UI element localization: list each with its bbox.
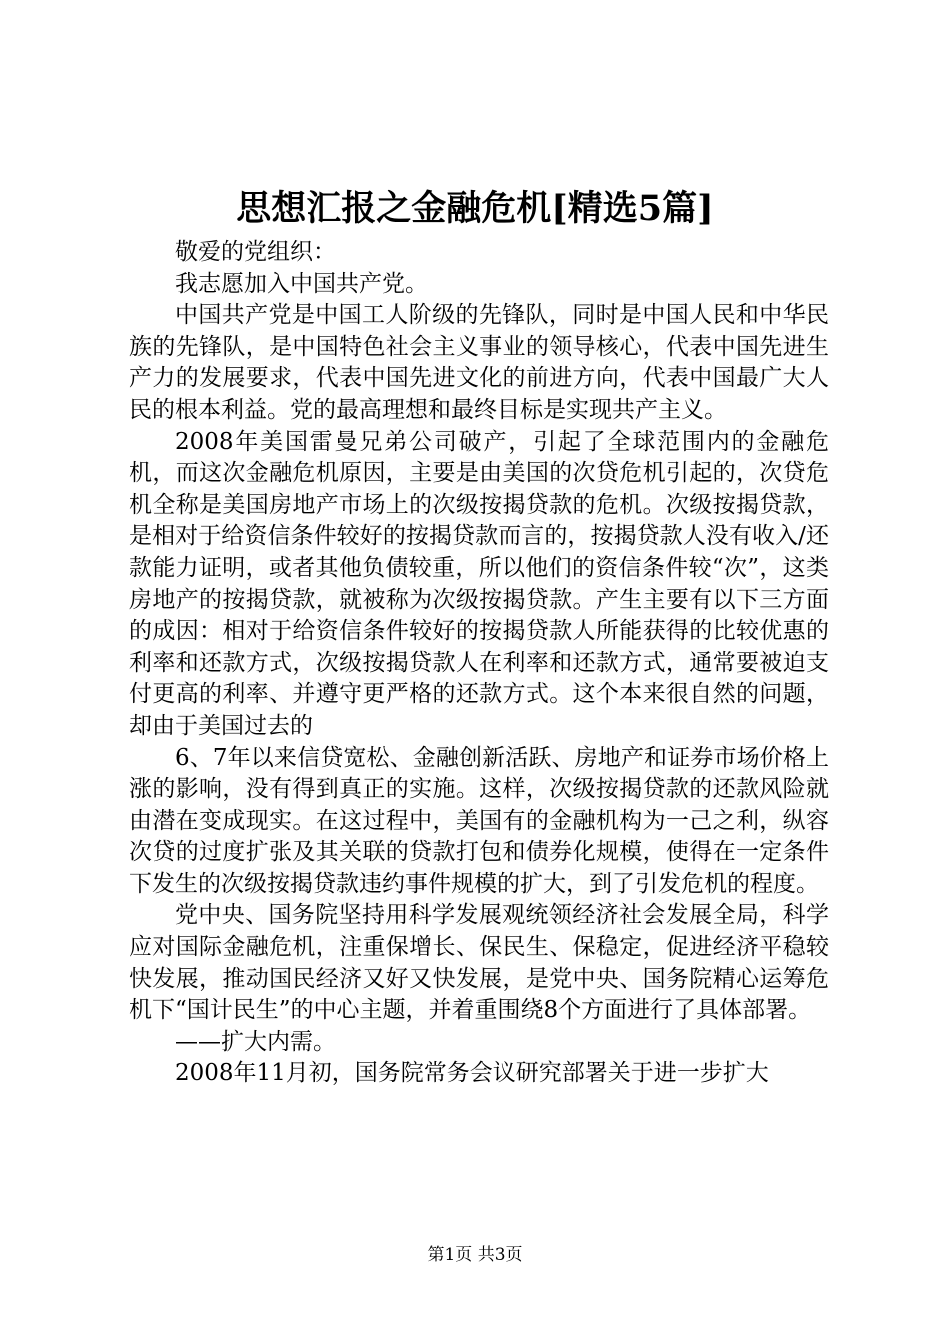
paragraph-7: 2008年11月初，国务院常务会议研究部署关于进一步扩大 — [175, 1060, 769, 1087]
salutation: 敬爱的党组织： — [175, 239, 336, 265]
document-body — [129, 237, 829, 1090]
paragraph-5: 党中央、国务院坚持用科学发展观统领经济社会发展全局，科学应对国际金融危机，注重保增长、保民生、保稳定，促进经济平稳较快发展，推动国民经济又好又快发展，是党中央、国务院精心运筹危机下“国计民生”的中心主题，并着重围绕8个方面进行了具体部署。 — [129, 902, 829, 1024]
paragraph-4: 6、7年以来信贷宽松、金融创新活跃、房地产和证券市场价格上涨的影响，没有得到真正的实施。这样，次级按揭贷款的还款风险就由潜在变成现实。在这过程中，美国有的金融机构为一己之利，纵容次贷的过度扩张及其关联的贷款打包和债券化规模，使得在一定条件下发生的次级按揭贷款违约事件规模的扩大，到了引发危机的程度。 — [129, 744, 829, 897]
document-title: 思想汇报之金融危机[精选5篇] — [236, 188, 714, 229]
paragraph-2: 中国共产党是中国工人阶级的先锋队，同时是中国人民和中华民族的先锋队，是中国特色社会主义事业的领导核心，代表中国先进生产力的发展要求，代表中国先进文化的前进方向，代表中国最广大人民的根本利益。党的最高理想和最终目标是实现共产主义。 — [129, 302, 829, 423]
paragraph-6: ——扩大内需。 — [175, 1028, 336, 1055]
page-footer: 第1页 共3页 — [427, 1245, 523, 1265]
paragraph-1: 我志愿加入中国共产党。 — [175, 270, 428, 297]
paragraph-3: 2008年美国雷曼兄弟公司破产，引起了全球范围内的金融危机，而这次金融危机原因，主要是由美国的次贷危机引起的，次贷危机全称是美国房地产市场上的次级按揭贷款的危机。次级按揭贷款，是相对于给资信条件较好的按揭贷款而言的，按揭贷款人没有收入/还款能力证明，或者其他负债较重，所以他们的资信条件较“次”，这类房地产的按揭贷款，就被称为次级按揭贷款。产生主要有以下三方面的成因：相对于给资信条件较好的按揭贷款人所能获得的比较优惠的利率和还款方式，次级按揭贷款人在利率和还款方式，通常要被迫支付更高的利率、并遵守更严格的还款方式。这个本来很自然的问题，却由于美国过去的 — [129, 428, 829, 739]
